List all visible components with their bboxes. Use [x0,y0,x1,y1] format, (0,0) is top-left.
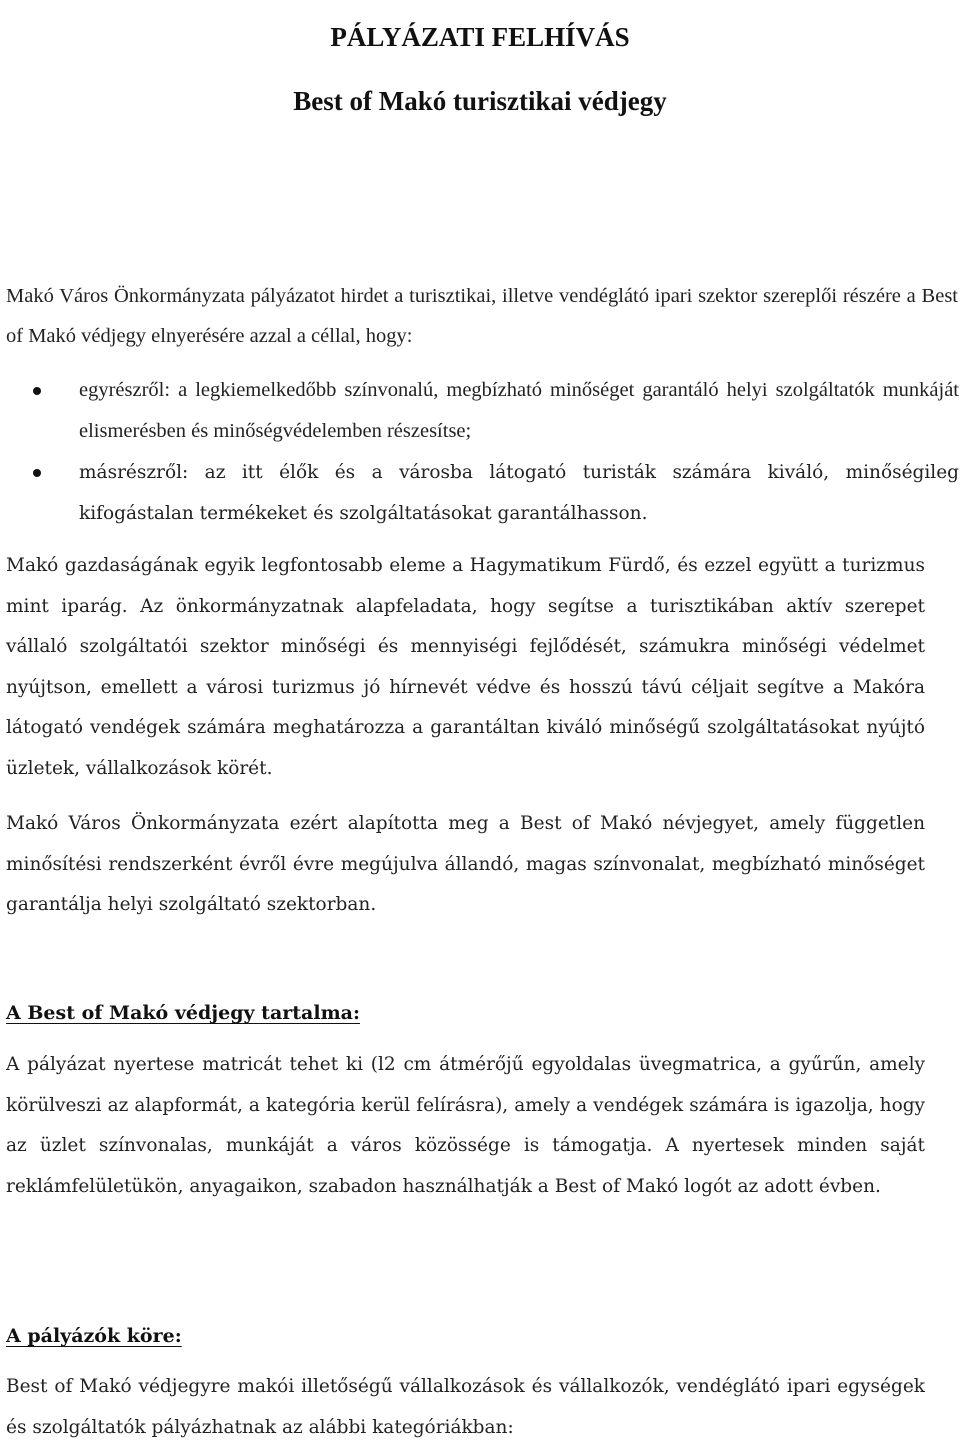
content-paragraph: A pályázat nyertese matricát tehet ki (l2 cm átmérőjű egyoldalas üvegmatrica, a gyűrűn, amely körülveszi az alapformát, a kategória kerül felírásra), amely a vendégek számára is igazolja, hogy az üzlet színvonalas, munkáját a város közössége is támogatja. A nyertesek minden saját reklámfelületükön, anyagaikon, szabadon használhatják a Best of Makó logót az adott évben. [6,1054,925,1197]
list-item-text: egyrészről: a legkiemelkedőbb színvonalú, megbízható minőséget garantáló helyi szolgáltatók munkáját elismerésben és minőségvédelemben részesítse; [79,379,959,442]
bullet-icon [33,387,41,395]
section-heading-content: A Best of Makó védjegy tartalma: [6,1002,360,1024]
intro-paragraph: Makó Város Önkormányzata pályázatot hirdet a turisztikai, illetve vendéglátó ipari szektor szereplői részére a Best of Makó védjegy elnyerésére azzal a céllal, hogy: [6,285,958,347]
document-title: PÁLYÁZATI FELHÍVÁS [330,22,630,53]
document-subtitle: Best of Makó turisztikai védjegy [293,86,667,117]
section-heading-applicants: A pályázók köre: [6,1325,182,1347]
bullet-icon [33,469,41,477]
economy-paragraph: Makó gazdaságának egyik legfontosabb eleme a Hagymatikum Fürdő, és ezzel együtt a turizmus mint iparág. Az önkormányzatnak alapfeladata, hogy segítse a turisztikában aktív szerepet vállaló szolgáltatói szektor minőségi és mennyiségi fejlődését, számukra minőségi védelmet nyújtson, emellett a városi turizmus jó hírnevét védve és hosszú távú céljait segítve a Makóra látogató vendégek számára meghatározza a garantáltan kiváló minőségű szolgáltatásokat nyújtó üzletek, vállalkozások körét. [6,555,925,779]
foundation-paragraph: Makó Város Önkormányzata ezért alapította meg a Best of Makó névjegyet, amely független minősítési rendszerként évről évre megújulva állandó, magas színvonalat, megbízható minőséget garantálja helyi szolgáltató szektorban. [6,813,925,916]
goals-list [0,370,960,534]
list-item-text: másrészről: az itt élők és a városba látogató turisták számára kiváló, minőségileg kifogástalan termékeket és szolgáltatásokat garantálhasson. [79,462,959,524]
applicants-paragraph: Best of Makó védjegyre makói illetőségű vállalkozások és vállalkozók, vendéglátó ipari egységek és szolgáltatók pályázhatnak az alábbi kategóriákban: [6,1376,925,1438]
list-item [0,452,960,534]
list-item [0,370,960,452]
